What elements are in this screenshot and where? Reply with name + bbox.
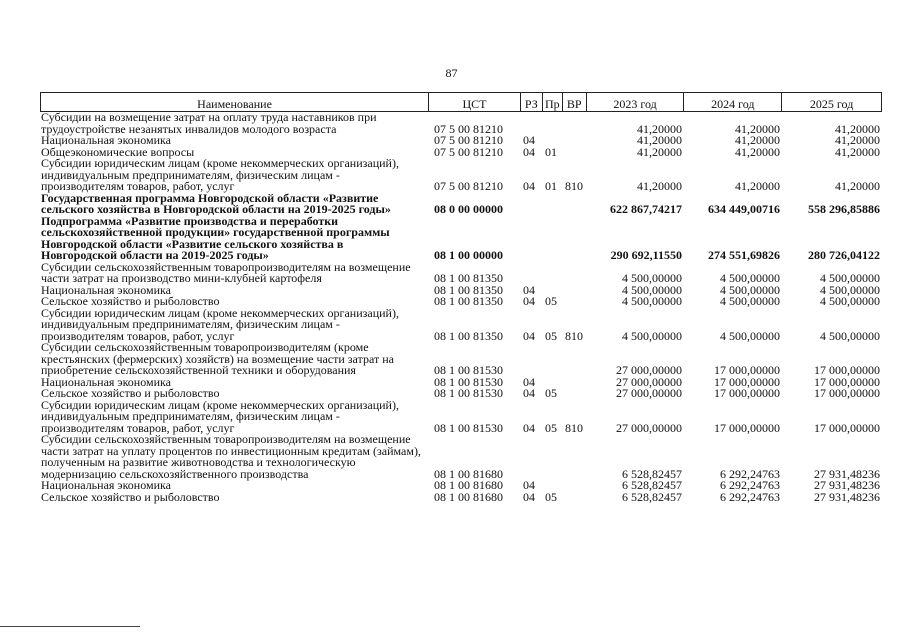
- row-pr: 05: [545, 420, 557, 435]
- row-2025: 4 500,00000: [820, 271, 880, 285]
- table-row: [40, 305, 882, 343]
- row-name: Общеэкономические вопросы: [41, 144, 195, 159]
- row-pr: 05: [545, 489, 557, 504]
- row-2023: 41,20000: [637, 144, 682, 159]
- row-2023: 622 867,74217: [610, 202, 682, 216]
- row-cst: 08 1 00 81350: [434, 271, 503, 285]
- row-vr: 810: [565, 328, 583, 343]
- row-2024: 41,20000: [735, 179, 780, 193]
- row-cst: 08 1 00 81350: [434, 294, 503, 308]
- row-cst: 08 1 00 81680: [434, 489, 503, 504]
- table-body: [40, 112, 882, 503]
- row-2024: 4 500,00000: [720, 282, 780, 297]
- row-pr: 05: [545, 328, 557, 343]
- row-2025: 41,20000: [835, 133, 880, 147]
- row-2024: 17 000,00000: [714, 386, 780, 400]
- header-2025: 2025 год: [781, 93, 881, 111]
- row-name: Национальная экономика: [41, 478, 171, 492]
- row-cst: 08 1 00 81530: [434, 420, 503, 435]
- row-rz: 04: [523, 179, 535, 193]
- table-row: [40, 342, 882, 377]
- row-2023: 4 500,00000: [622, 282, 682, 297]
- table-header: [40, 92, 882, 112]
- row-name: Субсидии сельскохозяйственным товаропроизводителям (кроме крестьянских (фермерских) хозяйств) на возмещение части затрат на приобретение сельскохозяйственной техники и оборудования: [41, 340, 394, 377]
- row-2023: 6 528,82457: [622, 489, 682, 504]
- row-2023: 27 000,00000: [616, 386, 682, 400]
- row-cst: 07 5 00 81210: [434, 133, 503, 147]
- row-name: Сельское хозяйство и рыболовство: [41, 386, 220, 400]
- row-2023: 41,20000: [637, 179, 682, 193]
- row-2023: 27 000,00000: [616, 363, 682, 377]
- row-2025: 4 500,00000: [820, 294, 880, 308]
- row-vr: 810: [565, 420, 583, 435]
- row-name: Подпрограмма «Развитие производства и переработки сельскохозяйственной продукции» государственной программы Новгородской области «Развитие сельского хозяйства в Новгородской области на 2019-2025 годы»: [41, 213, 390, 262]
- row-cst: 07 5 00 81210: [434, 179, 503, 193]
- row-pr: 05: [545, 294, 557, 308]
- row-pr: 01: [545, 144, 557, 159]
- row-2025: 27 931,48236: [814, 478, 880, 492]
- budget-table: [40, 92, 882, 503]
- row-2023: 41,20000: [637, 121, 682, 136]
- table-row: [40, 259, 882, 285]
- row-vr: 810: [565, 179, 583, 193]
- row-cst: 08 1 00 81680: [434, 478, 503, 492]
- row-2024: 4 500,00000: [720, 271, 780, 285]
- row-pr: 05: [545, 386, 557, 400]
- row-2024: 17 000,00000: [714, 363, 780, 377]
- row-name: Субсидии сельскохозяйственным товаропроизводителям на возмещение части затрат на производство мини-клубней картофеля: [41, 259, 411, 285]
- row-rz: 04: [523, 133, 535, 147]
- row-2025: 41,20000: [835, 179, 880, 193]
- row-2025: 17 000,00000: [814, 363, 880, 377]
- row-name: Субсидии сельскохозяйственным товаропроизводителям на возмещение части затрат на уплату процентов по инвестиционным кредитам (займам), полученным на развитие животноводства и технологическую модернизацию сельскохозяйственного производства: [41, 432, 421, 481]
- row-2025: 280 726,04122: [808, 248, 880, 262]
- row-2024: 4 500,00000: [720, 328, 780, 343]
- row-2023: 6 528,82457: [622, 478, 682, 492]
- table-row: [40, 397, 882, 435]
- row-2025: 41,20000: [835, 121, 880, 136]
- row-2025: 17 000,00000: [814, 374, 880, 389]
- row-2025: 27 931,48236: [814, 466, 880, 481]
- header-2023: 2023 год: [586, 93, 684, 111]
- row-2025: 558 296,85886: [808, 202, 880, 216]
- row-2023: 4 500,00000: [622, 271, 682, 285]
- row-2025: 17 000,00000: [814, 386, 880, 400]
- row-2024: 6 292,24763: [720, 478, 780, 492]
- row-name: Субсидии юридическим лицам (кроме некоммерческих организаций), индивидуальным предпринимателям, физическим лицам - производителям товаров, работ, услуг: [41, 397, 399, 435]
- table-row: [40, 158, 882, 193]
- table-row: [40, 112, 882, 135]
- row-name: Национальная экономика: [41, 374, 171, 389]
- row-2024: 41,20000: [735, 133, 780, 147]
- row-rz: 04: [523, 420, 535, 435]
- row-2024: 634 449,00716: [708, 202, 780, 216]
- row-cst: 07 5 00 81210: [434, 121, 503, 136]
- header-cst: ЦСТ: [428, 93, 520, 111]
- row-2024: 17 000,00000: [714, 374, 780, 389]
- row-2024: 4 500,00000: [720, 294, 780, 308]
- row-2023: 41,20000: [637, 133, 682, 147]
- row-name: Субсидии юридическим лицам (кроме некоммерческих организаций), индивидуальным предпринимателям, физическим лицам - производителям товаров, работ, услуг: [41, 305, 399, 343]
- header-pr: Пр: [542, 93, 562, 111]
- row-2024: 41,20000: [735, 144, 780, 159]
- row-rz: 04: [523, 144, 535, 159]
- footer-rule: [0, 626, 140, 627]
- header-vr: ВР: [562, 93, 586, 111]
- row-name: Государственная программа Новгородской области «Развитие сельского хозяйства в Новгородской области на 2019-2025 годы»: [41, 190, 391, 216]
- row-2025: 41,20000: [835, 144, 880, 159]
- header-name: Наименование: [197, 96, 272, 111]
- row-2025: 27 931,48236: [814, 489, 880, 504]
- row-rz: 04: [523, 294, 535, 308]
- row-2024: 17 000,00000: [714, 420, 780, 435]
- table-row: [40, 190, 882, 216]
- row-cst: 08 0 00 00000: [434, 202, 503, 216]
- row-cst: 08 1 00 81530: [434, 363, 503, 377]
- row-pr: 01: [545, 179, 557, 193]
- row-rz: 04: [523, 386, 535, 400]
- row-2025: 4 500,00000: [820, 328, 880, 343]
- table-row: [40, 213, 882, 262]
- row-name: Национальная экономика: [41, 133, 171, 147]
- row-2023: 27 000,00000: [616, 420, 682, 435]
- row-rz: 04: [523, 489, 535, 504]
- header-rz: РЗ: [520, 93, 542, 111]
- row-cst: 08 1 00 81530: [434, 386, 503, 400]
- row-2024: 6 292,24763: [720, 466, 780, 481]
- row-2024: 41,20000: [735, 121, 780, 136]
- row-cst: 08 1 00 00000: [434, 248, 503, 262]
- row-2024: 274 551,69826: [708, 248, 780, 262]
- row-cst: 08 1 00 81530: [434, 374, 503, 389]
- header-2024: 2024 год: [683, 93, 781, 111]
- row-cst: 08 1 00 81350: [434, 328, 503, 343]
- row-cst: 08 1 00 81680: [434, 466, 503, 481]
- row-2025: 17 000,00000: [814, 420, 880, 435]
- row-rz: 04: [523, 478, 535, 492]
- row-2023: 290 692,11550: [610, 248, 682, 262]
- row-cst: 07 5 00 81210: [434, 144, 503, 159]
- row-rz: 04: [523, 282, 535, 297]
- row-2023: 27 000,00000: [616, 374, 682, 389]
- page-number: 87: [445, 66, 458, 80]
- row-rz: 04: [523, 374, 535, 389]
- row-2025: 4 500,00000: [820, 282, 880, 297]
- row-name: Субсидии на возмещение затрат на оплату труда наставников при трудоустройстве незанятых инвалидов молодого возраста: [41, 110, 377, 136]
- row-2023: 4 500,00000: [622, 294, 682, 308]
- row-name: Сельское хозяйство и рыболовство: [41, 489, 220, 504]
- table-row: [40, 489, 882, 504]
- row-2024: 6 292,24763: [720, 489, 780, 504]
- row-2023: 6 528,82457: [622, 466, 682, 481]
- row-name: Субсидии юридическим лицам (кроме некоммерческих организаций), индивидуальным предпринимателям, физическим лицам - производителям товаров, работ, услуг: [41, 156, 399, 193]
- row-rz: 04: [523, 328, 535, 343]
- table-row: [40, 434, 882, 480]
- row-2023: 4 500,00000: [622, 328, 682, 343]
- row-name: Сельское хозяйство и рыболовство: [41, 294, 220, 308]
- row-name: Национальная экономика: [41, 282, 171, 297]
- row-cst: 08 1 00 81350: [434, 282, 503, 297]
